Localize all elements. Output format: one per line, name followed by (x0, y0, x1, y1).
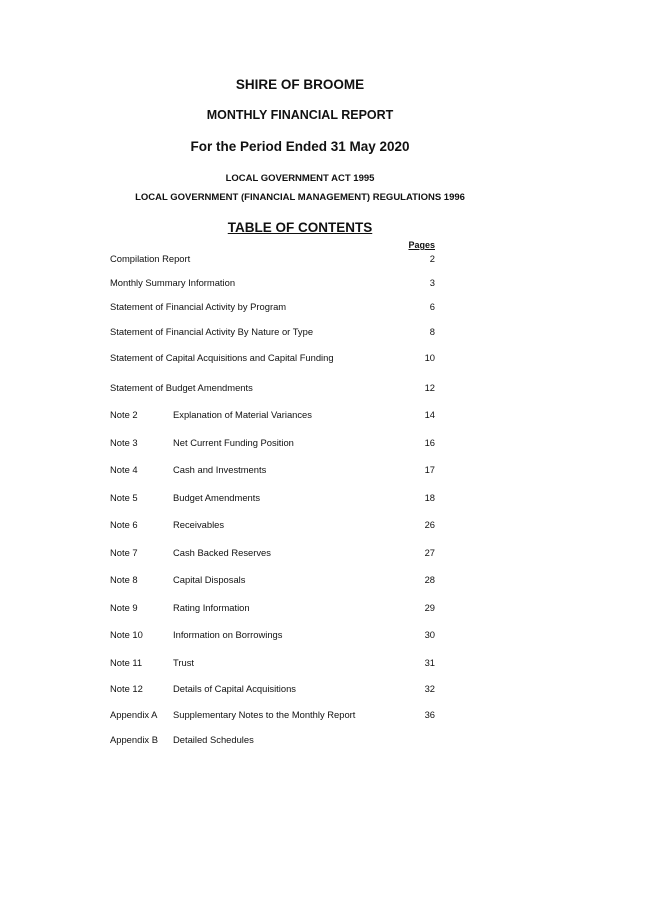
toc-entry-page-number: 6 (429, 301, 435, 312)
toc-entry-page-number: 32 (424, 683, 435, 694)
toc-entry-label: Statement of Budget Amendments (110, 382, 253, 393)
toc-entry-page-number: 36 (424, 709, 435, 720)
regulations-line: LOCAL GOVERNMENT (FINANCIAL MANAGEMENT) REGULATIONS 1996 (135, 192, 465, 203)
toc-entry[interactable] (110, 573, 435, 587)
toc-entry[interactable] (110, 601, 435, 615)
toc-entry-label: Statement of Financial Activity By Nature or Type (110, 326, 314, 337)
toc-entry[interactable] (110, 325, 435, 339)
toc-entry[interactable] (110, 300, 435, 314)
toc-entry-label: Statement of Capital Acquisitions and Capital Funding (110, 352, 334, 363)
toc-entry-page-number: 26 (424, 519, 435, 530)
toc-entry-page-number: 31 (424, 657, 435, 668)
toc-entry-label: Monthly Summary Information (110, 277, 236, 288)
toc-entry-label: Note 11 (110, 657, 143, 668)
toc-entry[interactable] (110, 628, 435, 642)
toc-entry-page-number: 29 (424, 602, 435, 613)
toc-entry-label: Note 9 (110, 602, 138, 613)
toc-entry-label: Appendix B (110, 734, 158, 745)
toc-entry[interactable] (110, 276, 435, 290)
toc-entry-description: Net Current Funding Position (173, 437, 294, 448)
toc-entry-page-number: 18 (424, 492, 435, 503)
toc-entry-label: Note 10 (110, 629, 143, 640)
toc-entry-description: Rating Information (173, 602, 250, 613)
toc-entry-page-number: 28 (424, 574, 435, 585)
toc-entry[interactable] (110, 351, 435, 365)
toc-entry[interactable] (110, 463, 435, 477)
pages-column-header: Pages (408, 240, 435, 250)
toc-entry-label: Statement of Financial Activity by Program (110, 301, 287, 312)
toc-entry-description: Cash Backed Reserves (173, 547, 271, 558)
toc-entry-label: Note 6 (110, 519, 138, 530)
toc-entry-label: Note 7 (110, 547, 138, 558)
toc-entry-description: Details of Capital Acquisitions (173, 683, 296, 694)
toc-entry-label: Note 12 (110, 683, 143, 694)
toc-entry-description: Supplementary Notes to the Monthly Report (173, 709, 356, 720)
toc-entry-description: Budget Amendments (173, 492, 261, 503)
toc-entry-label: Appendix A (110, 709, 158, 720)
toc-entry[interactable] (110, 656, 435, 670)
toc-entry-label: Note 3 (110, 437, 138, 448)
toc-entry-page-number: 30 (424, 629, 435, 640)
report-title: MONTHLY FINANCIAL REPORT (206, 108, 394, 122)
toc-entry-description: Cash and Investments (173, 464, 267, 475)
toc-entry-label: Note 5 (110, 492, 138, 503)
toc-entry[interactable] (110, 436, 435, 450)
toc-entry-page-number: 8 (429, 326, 435, 337)
toc-entry-page-number: 12 (424, 382, 435, 393)
toc-entry-description: Detailed Schedules (173, 734, 254, 745)
toc-entry-label: Note 2 (110, 409, 138, 420)
toc-entry-description: Explanation of Material Variances (173, 409, 312, 420)
toc-entry-description: Capital Disposals (173, 574, 246, 585)
toc-entry[interactable] (110, 546, 435, 560)
toc-entry-label: Note 4 (110, 464, 138, 475)
toc-entry-page-number: 16 (424, 437, 435, 448)
toc-entry-page-number: 3 (429, 277, 435, 288)
period-title: For the Period Ended 31 May 2020 (190, 139, 410, 154)
toc-entry-page-number: 10 (424, 352, 435, 363)
act-line: LOCAL GOVERNMENT ACT 1995 (225, 173, 375, 184)
toc-entry-description: Information on Borrowings (173, 629, 283, 640)
toc-title: TABLE OF CONTENTS (227, 220, 373, 235)
toc-entry[interactable] (110, 518, 435, 532)
toc-entry-description: Trust (173, 657, 195, 668)
toc-entry-description: Receivables (173, 519, 225, 530)
toc-entry-page-number: 2 (429, 253, 435, 264)
toc-entry-page-number: 14 (424, 409, 435, 420)
toc-entry[interactable] (110, 408, 435, 422)
toc-entry-page-number: 17 (424, 464, 435, 475)
toc-entry[interactable] (110, 252, 435, 266)
toc-entry[interactable] (110, 708, 435, 722)
toc-entry[interactable] (110, 381, 435, 395)
org-title: SHIRE OF BROOME (235, 77, 365, 92)
toc-entry-label: Note 8 (110, 574, 138, 585)
toc-entry-page-number: 27 (424, 547, 435, 558)
toc-entry[interactable] (110, 491, 435, 505)
toc-entry-label: Compilation Report (110, 253, 191, 264)
toc-entry[interactable] (110, 733, 435, 747)
toc-entry[interactable] (110, 682, 435, 696)
